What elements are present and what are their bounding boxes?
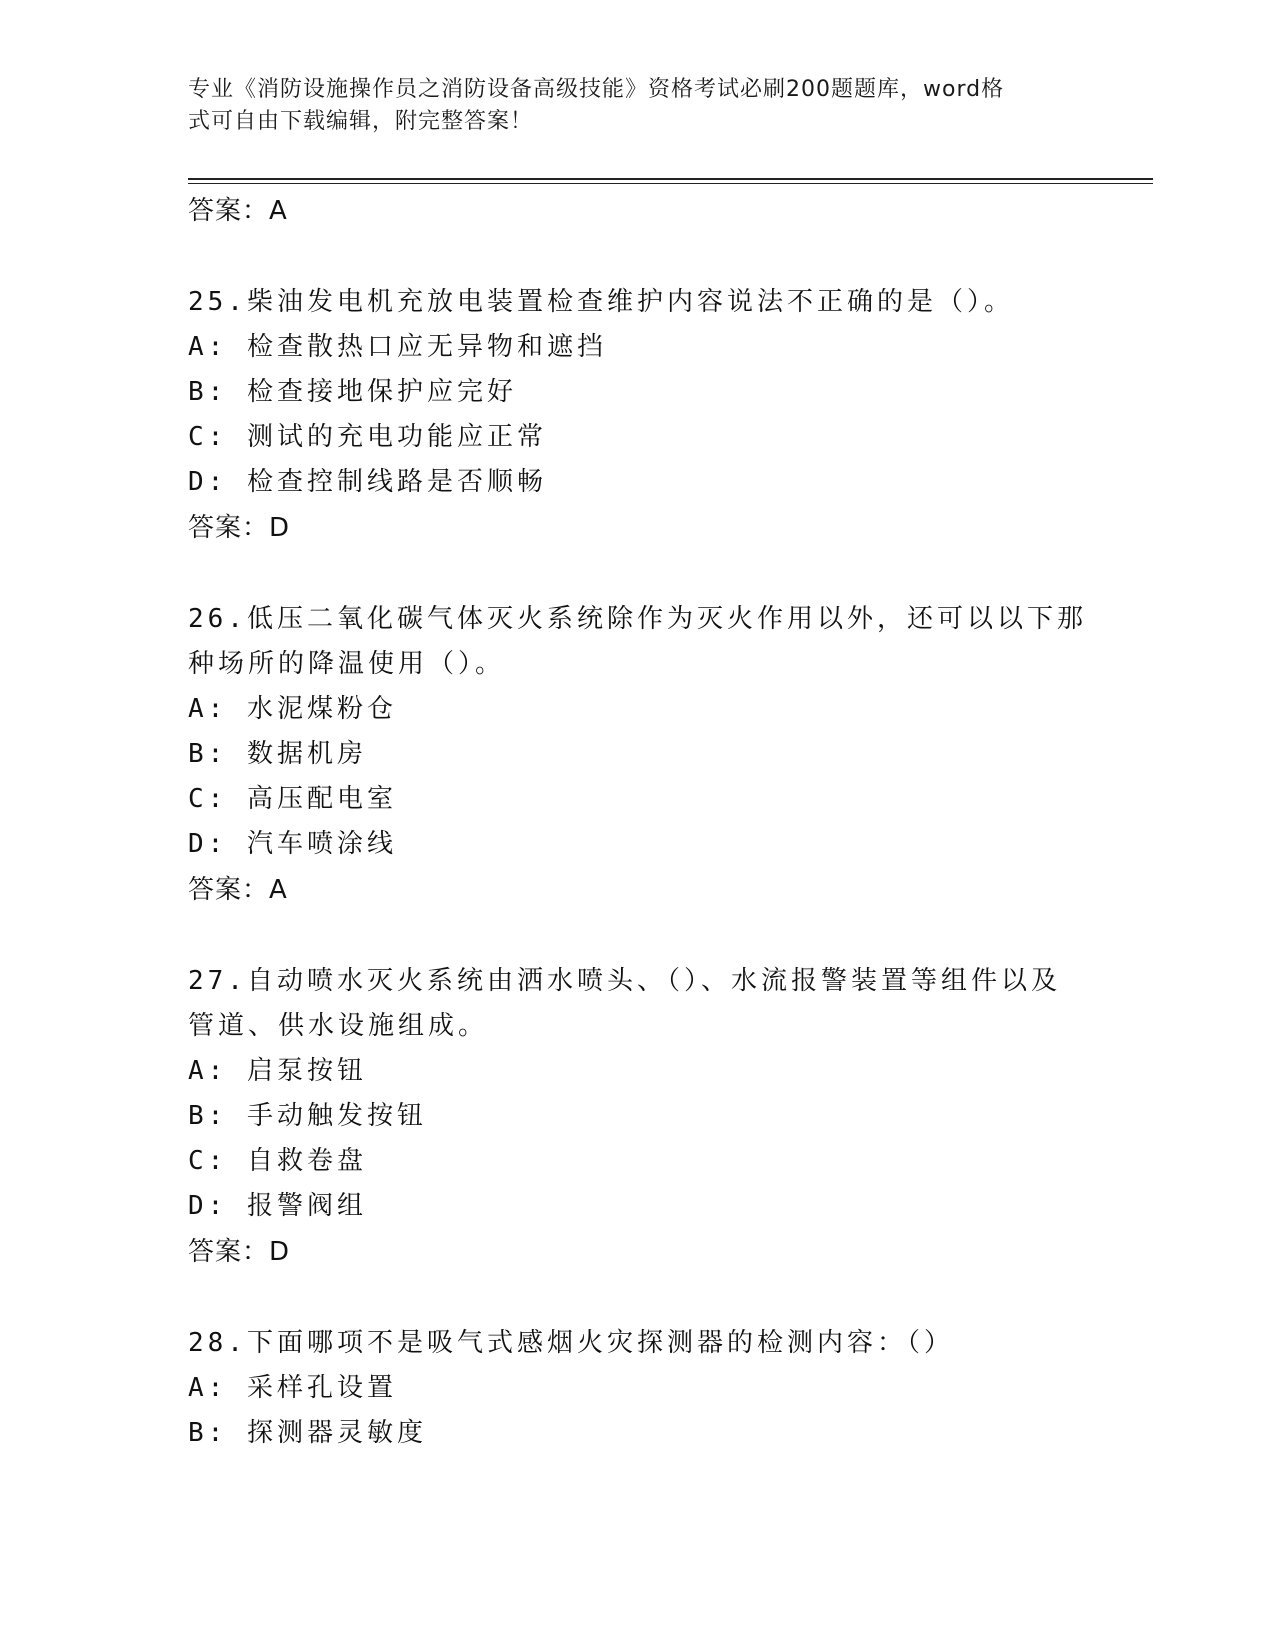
option-d: D: 汽车喷涂线 [188, 829, 397, 859]
option-b: B: 检查接地保护应完好 [188, 377, 517, 407]
option-a: A: 采样孔设置 [188, 1373, 397, 1403]
answer-line: 答案：D [188, 1237, 291, 1267]
header-line-2: 式可自由下载编辑，附完整答案！ [188, 109, 534, 134]
answer-line: 答案：A [188, 196, 288, 226]
answer-line: 答案：A [188, 875, 288, 905]
spacer [188, 913, 1088, 959]
option-b: B: 手动触发按钮 [188, 1101, 427, 1131]
spacer [188, 234, 1088, 280]
question-block [188, 1321, 1088, 1456]
option-a: A: 水泥煤粉仓 [188, 694, 397, 724]
question-block [188, 280, 1088, 551]
header-line-1: 专业《消防设施操作员之消防设备高级技能》资格考试必刷200题题库，word格 [188, 77, 1005, 102]
question-text: 25.柴油发电机充放电装置检查维护内容说法不正确的是（）。 [188, 287, 1014, 317]
question-text: 26.低压二氧化碳气体灭火系统除作为灭火作用以外，还可以以下那种场所的降温使用（）。 [188, 604, 1087, 679]
option-d: D: 检查控制线路是否顺畅 [188, 467, 547, 497]
question-text: 28.下面哪项不是吸气式感烟火灾探测器的检测内容：（） [188, 1328, 954, 1358]
option-b: B: 数据机房 [188, 739, 367, 769]
question-text: 27.自动喷水灭火系统由洒水喷头、（）、水流报警装置等组件以及管道、供水设施组成。 [188, 966, 1061, 1041]
option-b: B: 探测器灵敏度 [188, 1418, 427, 1448]
question-list [188, 188, 1088, 1456]
answer-line: 答案：D [188, 513, 291, 543]
option-c: C: 高压配电室 [188, 784, 397, 814]
header-divider [188, 178, 1153, 180]
document-header [188, 74, 1068, 138]
question-block [188, 959, 1088, 1275]
spacer [188, 551, 1088, 597]
option-c: C: 自救卷盘 [188, 1146, 367, 1176]
option-a: A: 检查散热口应无异物和遮挡 [188, 332, 607, 362]
option-d: D: 报警阀组 [188, 1191, 367, 1221]
header-divider-thin [188, 183, 1153, 184]
option-c: C: 测试的充电功能应正常 [188, 422, 547, 452]
option-a: A: 启泵按钮 [188, 1056, 367, 1086]
question-block [188, 597, 1088, 913]
spacer [188, 1275, 1088, 1321]
